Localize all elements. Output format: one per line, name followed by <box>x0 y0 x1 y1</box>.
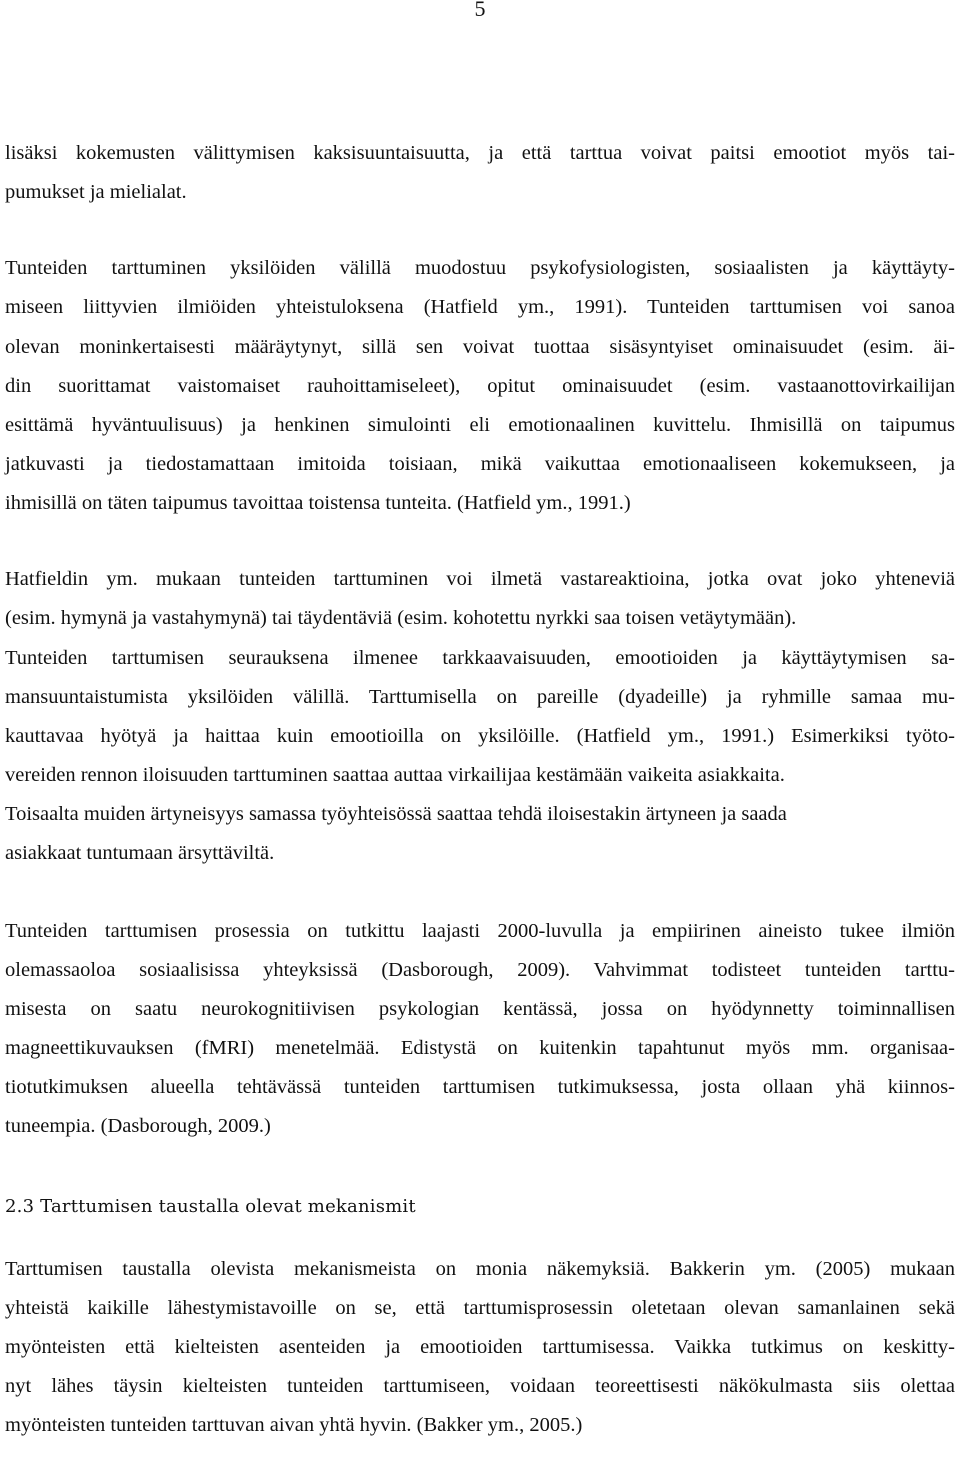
body-line: tiotutkimuksen alueella tehtävässä tunteiden tarttumisen tutkimuksessa, josta ollaan yhä kiinnos- <box>5 1076 955 1098</box>
body-line: Tunteiden tarttuminen yksilöiden välillä muodostuu psykofysiologisten, sosiaalisten ja käyttäyty- <box>5 257 955 279</box>
body-line: tuneempia. (Dasborough, 2009.) <box>5 1115 271 1137</box>
body-line: ihmisillä on täten taipumus tavoittaa toistensa tunteita. (Hatfield ym., 1991.) <box>5 492 631 514</box>
body-line: mansuuntaistumista yksilöiden välillä. Tarttumisella on pareille (dyadeille) ja ryhmille samaa mu- <box>5 686 955 708</box>
body-line: lisäksi kokemusten välittymisen kaksisuuntaisuutta, ja että tarttua voivat paitsi emootiot myös tai- <box>5 142 955 164</box>
body-line: magneettikuvauksen (fMRI) menetelmää. Edistystä on kuitenkin tapahtunut myös mm. organisaa- <box>5 1037 955 1059</box>
body-line: nyt lähes täysin kielteisten tunteiden tarttumiseen, voidaan teoreettisesti näkökulmasta siis olettaa <box>5 1375 955 1397</box>
body-line: Toisaalta muiden ärtyneisyys samassa työyhteisössä saattaa tehdä iloisestakin ärtyneen ja saada <box>5 803 787 825</box>
body-line: olemassaoloa sosiaalisissa yhteyksissä (Dasborough, 2009). Vahvimmat todisteet tunteiden tarttu- <box>5 959 955 981</box>
body-line: (esim. hymynä ja vastahymynä) tai täydentäviä (esim. kohotettu nyrkki saa toisen vetäytymään). <box>5 607 797 629</box>
body-line: asiakkaat tuntumaan ärsyttäviltä. <box>5 842 275 864</box>
body-line: Hatfieldin ym. mukaan tunteiden tarttuminen voi ilmetä vastareaktioina, jotka ovat joko yhteneviä <box>5 568 955 590</box>
body-line: myönteisten tunteiden tarttuvan aivan yhtä hyvin. (Bakker ym., 2005.) <box>5 1414 583 1436</box>
body-line: esittämä hyväntuulisuus) ja henkinen simulointi eli emotionaalinen kuvittelu. Ihmisillä on taipumus <box>5 414 955 436</box>
section-heading: 2.3 Tarttumisen taustalla olevat mekanismit <box>5 1196 416 1217</box>
body-line: din suorittamat vaistomaiset rauhoittamiseleet), opitut ominaisuudet (esim. vastaanottovirkailijan <box>5 375 955 397</box>
body-line: kauttavaa hyötyä ja haittaa kuin emootioilla on yksilöille. (Hatfield ym., 1991.) Esimerkiksi työto- <box>5 725 955 747</box>
body-line: Tarttumisen taustalla olevista mekanismeista on monia näkemyksiä. Bakkerin ym. (2005) mukaan <box>5 1258 955 1280</box>
body-line: yhteistä kaikille lähestymistavoille on se, että tarttumisprosessin oletetaan olevan samanlainen sekä <box>5 1297 955 1319</box>
body-line: misesta on saatu neurokognitiivisen psykologian kentässä, jossa on hyödynnetty toiminnallisen <box>5 998 955 1020</box>
page-number: 5 <box>474 0 486 21</box>
body-line: vereiden rennon iloisuuden tarttuminen saattaa auttaa virkailijaa kestämään vaikeita asiakkaita. <box>5 764 785 786</box>
body-line: myönteisten että kielteisten asenteiden ja emootioiden tarttumisessa. Vaikka tutkimus on keskitty- <box>5 1336 955 1358</box>
body-line: Tunteiden tarttumisen seurauksena ilmenee tarkkaavaisuuden, emootioiden ja käyttäytymisen sa- <box>5 647 955 669</box>
body-line: Tunteiden tarttumisen prosessia on tutkittu laajasti 2000-luvulla ja empiirinen aineisto tukee ilmiön <box>5 920 955 942</box>
body-line: olevan moninkertaisesti määräytynyt, sillä sen voivat tuottaa sisäsyntyiset ominaisuudet (esim. äi- <box>5 336 955 358</box>
body-line: pumukset ja mielialat. <box>5 181 187 203</box>
body-line: jatkuvasti ja tiedostamattaan imitoida toisiaan, mikä vaikuttaa emotionaaliseen kokemukseen, ja <box>5 453 955 475</box>
body-line: miseen liittyvien ilmiöiden yhteistuloksena (Hatfield ym., 1991). Tunteiden tarttumisen voi sanoa <box>5 296 955 318</box>
